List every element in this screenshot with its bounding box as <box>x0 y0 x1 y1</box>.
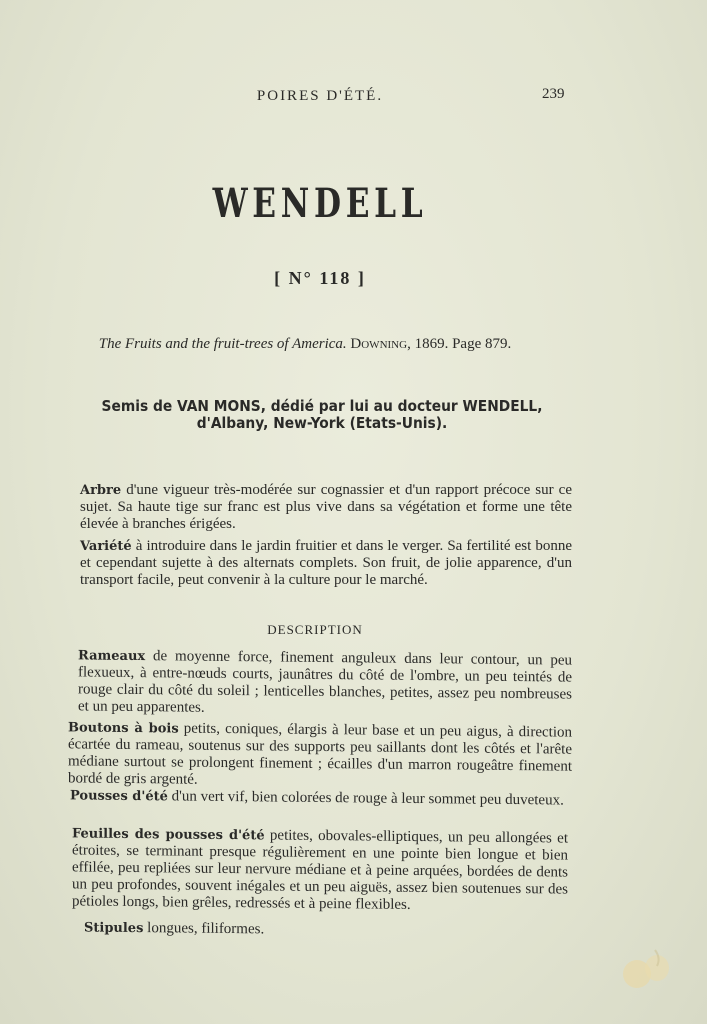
paragraph-lead: Variété <box>80 539 132 554</box>
description-lead: Rameaux <box>78 648 146 665</box>
description-feuilles <box>72 825 568 915</box>
paragraph-arbre <box>80 482 572 533</box>
bibliographic-reference <box>0 336 610 353</box>
section-title: DESCRIPTION <box>267 622 363 637</box>
reference-book: The Fruits and the fruit-trees of America. <box>98 336 347 352</box>
running-head: POIRES D'ÉTÉ. <box>256 88 384 104</box>
description-text: de moyenne force, finement anguleux dans leur contour, un peu flexueux, à entre-nœuds courts, jaunâtres du côté de l'ombre, un peu teintés de rouge clair du côté du soleil ; lenticelles blanches, petites, assez peu nombreuses et un peu apparentes. <box>78 648 572 716</box>
description-boutons <box>68 719 572 792</box>
description-lead: Pousses d'été <box>70 788 168 805</box>
description-text: petites, obovales-elliptiques, un peu allongées et étroites, se terminant presque régulièrement en une pointe bien longue et bien effilée, peu repliées sur leur nervure médiane et à peine arquées, bordées de dents un peu profondes, souvent inégales et un peu aiguës, assez bien soutenues sur des pétioles longs, bien grêles, redressés et à peine flexibles. <box>72 827 568 913</box>
reference-details: , 1869. Page 879. <box>407 336 512 352</box>
description-lead: Boutons à bois <box>68 720 179 737</box>
paragraph-text: d'une vigueur très-modérée sur cognassier et d'un rapport précoce sur ce sujet. Sa haute tige sur franc est plus vive dans sa végétation et forme une tête élevée à branches érigées. <box>80 482 572 532</box>
description-text: longues, filiformes. <box>143 920 265 938</box>
page-title: WENDELL <box>212 180 428 227</box>
description-stipules <box>84 919 564 941</box>
page-number: 239 <box>542 86 565 102</box>
bleed-through-stain <box>615 940 685 1000</box>
description-text: petits, coniques, élargis à leur base et un peu aigus, à direction écartée du rameau, soutenus sur des supports peu saillants dont les côtés et l'arête médiane surtout se prolongent finement ; écailles d'un marron rougeâtre finement bordé de gris argenté. <box>68 720 572 788</box>
description-rameaux <box>78 647 572 720</box>
variety-number: [ N° 118 ] <box>274 268 366 288</box>
description-text: d'un vert vif, bien colorées de rouge à leur sommet peu duveteux. <box>167 788 564 809</box>
description-lead: Feuilles des pousses d'été <box>72 826 265 844</box>
reference-author: Downing <box>350 336 408 352</box>
description-lead: Stipules <box>84 920 144 937</box>
paragraph-variete <box>80 538 572 589</box>
paragraph-lead: Arbre <box>80 483 122 498</box>
origin-subtitle: Semis de VAN MONS, dédié par lui au docteur WENDELL, d'Albany, New-York (Etats-Unis). <box>101 397 543 432</box>
paragraph-text: à introduire dans le jardin fruitier et dans le verger. Sa fertilité est bonne et cependant sujette à des alternats complets. Son fruit, de jolie apparence, d'un transport facile, peut convenir à la culture pour le marché. <box>80 538 572 588</box>
